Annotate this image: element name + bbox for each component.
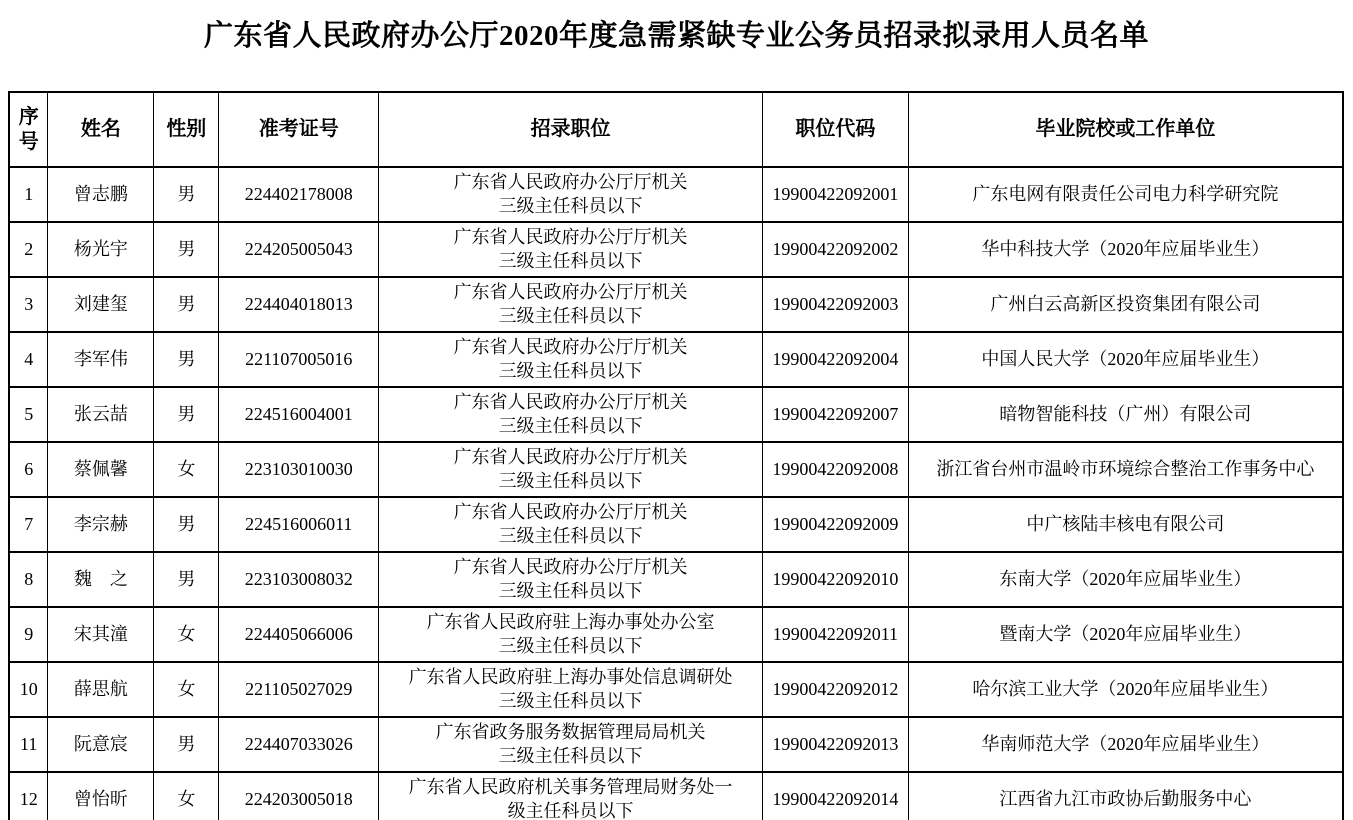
- cell-position-code: 19900422092004: [762, 332, 908, 387]
- cell-seq-no: 6: [9, 442, 48, 497]
- cell-ticket-number: 224407033026: [219, 717, 379, 772]
- cell-school-or-employer: 哈尔滨工业大学（2020年应届毕业生）: [908, 662, 1343, 717]
- cell-position: [379, 387, 763, 442]
- position-line-1: 广东省人民政府办公厅厅机关: [453, 557, 688, 578]
- cell-seq-no: 1: [9, 167, 48, 222]
- cell-name: 刘建玺: [48, 277, 154, 332]
- cell-seq-no: 8: [9, 552, 48, 607]
- position-line-2: 三级主任科员以下: [498, 690, 643, 711]
- cell-position-code: 19900422092013: [762, 717, 908, 772]
- position-line-2: 三级主任科员以下: [498, 360, 643, 381]
- table-row: [9, 442, 1343, 497]
- cell-position-code: 19900422092011: [762, 607, 908, 662]
- cell-school-or-employer: 华南师范大学（2020年应届毕业生）: [908, 717, 1343, 772]
- cell-position-code: 19900422092007: [762, 387, 908, 442]
- cell-position: [379, 607, 763, 662]
- position-line-1: 广东省人民政府驻上海办事处信息调研处: [408, 667, 733, 688]
- cell-ticket-number: 223103008032: [219, 552, 379, 607]
- table-row: [9, 607, 1343, 662]
- cell-gender: 男: [154, 717, 219, 772]
- cell-ticket-number: 224516004001: [219, 387, 379, 442]
- cell-position: [379, 222, 763, 277]
- header-row: [9, 92, 1343, 167]
- cell-ticket-number: 224205005043: [219, 222, 379, 277]
- table-row: [9, 772, 1343, 820]
- table-row: [9, 387, 1343, 442]
- position-line-2: 三级主任科员以下: [498, 415, 643, 436]
- position-line-2: 三级主任科员以下: [498, 525, 643, 546]
- header-ticket-number: 准考证号: [219, 92, 379, 167]
- cell-name: 魏 之: [48, 552, 154, 607]
- table-row: [9, 277, 1343, 332]
- cell-seq-no: 2: [9, 222, 48, 277]
- position-line-1: 广东省政务服务数据管理局局机关: [435, 722, 706, 743]
- header-position-code: 职位代码: [762, 92, 908, 167]
- cell-ticket-number: 224203005018: [219, 772, 379, 820]
- position-line-2: 三级主任科员以下: [498, 305, 643, 326]
- cell-position-code: 19900422092003: [762, 277, 908, 332]
- cell-position-code: 19900422092012: [762, 662, 908, 717]
- cell-gender: 男: [154, 387, 219, 442]
- cell-position: [379, 277, 763, 332]
- cell-position-code: 19900422092002: [762, 222, 908, 277]
- roster-table: [8, 91, 1344, 820]
- cell-gender: 男: [154, 167, 219, 222]
- table-row: [9, 662, 1343, 717]
- cell-ticket-number: 223103010030: [219, 442, 379, 497]
- cell-name: 张云喆: [48, 387, 154, 442]
- cell-school-or-employer: 暨南大学（2020年应届毕业生）: [908, 607, 1343, 662]
- cell-position: [379, 167, 763, 222]
- cell-school-or-employer: 广州白云高新区投资集团有限公司: [908, 277, 1343, 332]
- cell-name: 薛思航: [48, 662, 154, 717]
- table-row: [9, 167, 1343, 222]
- position-line-1: 广东省人民政府办公厅厅机关: [453, 337, 688, 358]
- cell-name: 李军伟: [48, 332, 154, 387]
- cell-school-or-employer: 江西省九江市政协后勤服务中心: [908, 772, 1343, 820]
- cell-ticket-number: 224405066006: [219, 607, 379, 662]
- header-seq-no: 序号: [9, 92, 48, 167]
- cell-gender: 女: [154, 772, 219, 820]
- cell-gender: 男: [154, 222, 219, 277]
- position-line-2: 三级主任科员以下: [498, 470, 643, 491]
- cell-seq-no: 3: [9, 277, 48, 332]
- cell-name: 宋其潼: [48, 607, 154, 662]
- table-header: [9, 92, 1343, 167]
- header-school-or-employer: 毕业院校或工作单位: [908, 92, 1343, 167]
- cell-gender: 男: [154, 552, 219, 607]
- cell-name: 李宗赫: [48, 497, 154, 552]
- header-name: 姓名: [48, 92, 154, 167]
- table-row: [9, 332, 1343, 387]
- position-line-1: 广东省人民政府驻上海办事处办公室: [426, 612, 715, 633]
- position-line-2: 三级主任科员以下: [498, 745, 643, 766]
- position-line-2: 三级主任科员以下: [498, 635, 643, 656]
- table-row: [9, 222, 1343, 277]
- cell-name: 蔡佩馨: [48, 442, 154, 497]
- cell-school-or-employer: 中国人民大学（2020年应届毕业生）: [908, 332, 1343, 387]
- cell-school-or-employer: 华中科技大学（2020年应届毕业生）: [908, 222, 1343, 277]
- cell-position: [379, 662, 763, 717]
- cell-position: [379, 717, 763, 772]
- table-body: [9, 167, 1343, 820]
- table-row: [9, 717, 1343, 772]
- cell-seq-no: 7: [9, 497, 48, 552]
- cell-seq-no: 4: [9, 332, 48, 387]
- table-row: [9, 497, 1343, 552]
- cell-ticket-number: 221107005016: [219, 332, 379, 387]
- cell-gender: 男: [154, 277, 219, 332]
- cell-position-code: 19900422092008: [762, 442, 908, 497]
- page-title: 广东省人民政府办公厅2020年度急需紧缺专业公务员招录拟录用人员名单: [203, 20, 1149, 52]
- header-gender: 性别: [154, 92, 219, 167]
- cell-seq-no: 11: [9, 717, 48, 772]
- cell-gender: 男: [154, 332, 219, 387]
- cell-position-code: 19900422092001: [762, 167, 908, 222]
- position-line-1: 广东省人民政府办公厅厅机关: [453, 502, 688, 523]
- table-row: [9, 552, 1343, 607]
- position-line-2: 三级主任科员以下: [498, 195, 643, 216]
- cell-ticket-number: 224516006011: [219, 497, 379, 552]
- cell-name: 曾怡昕: [48, 772, 154, 820]
- cell-gender: 女: [154, 662, 219, 717]
- position-line-1: 广东省人民政府办公厅厅机关: [453, 172, 688, 193]
- cell-position-code: 19900422092010: [762, 552, 908, 607]
- cell-school-or-employer: 浙江省台州市温岭市环境综合整治工作事务中心: [908, 442, 1343, 497]
- cell-school-or-employer: 东南大学（2020年应届毕业生）: [908, 552, 1343, 607]
- cell-name: 曾志鹏: [48, 167, 154, 222]
- position-line-2: 级主任科员以下: [507, 800, 634, 820]
- position-line-1: 广东省人民政府机关事务管理局财务处一: [408, 777, 733, 798]
- cell-seq-no: 10: [9, 662, 48, 717]
- cell-school-or-employer: 暗物智能科技（广州）有限公司: [908, 387, 1343, 442]
- position-line-1: 广东省人民政府办公厅厅机关: [453, 282, 688, 303]
- cell-position: [379, 442, 763, 497]
- position-line-1: 广东省人民政府办公厅厅机关: [453, 227, 688, 248]
- cell-ticket-number: 224404018013: [219, 277, 379, 332]
- cell-name: 阮意宸: [48, 717, 154, 772]
- cell-gender: 女: [154, 442, 219, 497]
- position-line-2: 三级主任科员以下: [498, 580, 643, 601]
- cell-position: [379, 332, 763, 387]
- cell-name: 杨光宇: [48, 222, 154, 277]
- position-line-2: 三级主任科员以下: [498, 250, 643, 271]
- cell-seq-no: 5: [9, 387, 48, 442]
- cell-position-code: 19900422092014: [762, 772, 908, 820]
- cell-position: [379, 497, 763, 552]
- cell-seq-no: 9: [9, 607, 48, 662]
- cell-school-or-employer: 广东电网有限责任公司电力科学研究院: [908, 167, 1343, 222]
- cell-gender: 男: [154, 497, 219, 552]
- cell-position-code: 19900422092009: [762, 497, 908, 552]
- cell-school-or-employer: 中广核陆丰核电有限公司: [908, 497, 1343, 552]
- header-position: 招录职位: [379, 92, 763, 167]
- cell-position: [379, 552, 763, 607]
- cell-gender: 女: [154, 607, 219, 662]
- position-line-1: 广东省人民政府办公厅厅机关: [453, 447, 688, 468]
- cell-seq-no: 12: [9, 772, 48, 820]
- position-line-1: 广东省人民政府办公厅厅机关: [453, 392, 688, 413]
- cell-position: [379, 772, 763, 820]
- cell-ticket-number: 224402178008: [219, 167, 379, 222]
- cell-ticket-number: 221105027029: [219, 662, 379, 717]
